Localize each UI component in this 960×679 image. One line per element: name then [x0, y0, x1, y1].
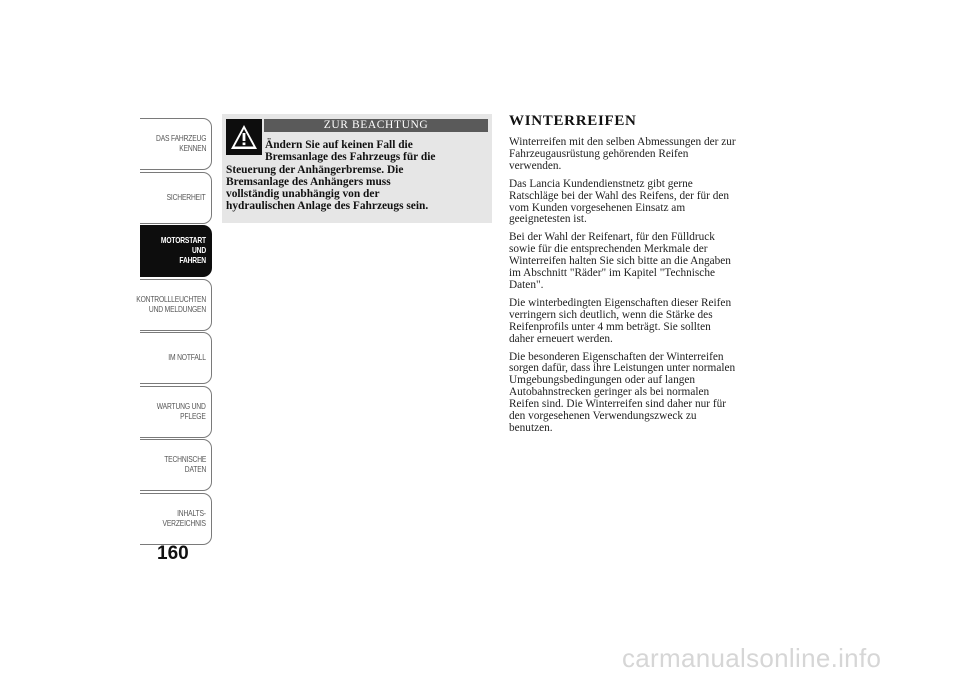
- chapter-tabs: [136, 118, 212, 546]
- text-line: Umgebungsbedingungen oder auf langen: [509, 374, 696, 387]
- warning-line: Steuerung der Anhängerbremse. Die: [226, 163, 404, 176]
- paragraph: [509, 179, 799, 227]
- tab-kontrollleuchten[interactable]: [136, 279, 212, 331]
- text-line: Das Lancia Kundendienstnetz gibt gerne: [509, 177, 693, 190]
- warning-header: ZUR BEACHTUNG: [264, 119, 488, 132]
- warning-line: Bremsanlage des Anhängers muss: [226, 175, 391, 188]
- warning-text: [222, 139, 490, 213]
- text-line: Winterreifen mit den selben Abmessungen der zur: [509, 136, 736, 148]
- paragraph: [509, 352, 799, 435]
- tab-motorstart-und-fahren[interactable]: [140, 225, 212, 277]
- tab-sicherheit[interactable]: [140, 172, 212, 224]
- warning-line: vollständig unabhängig von der: [226, 188, 380, 201]
- text-line: Autobahnstrecken geringer als bei normalen: [509, 386, 710, 399]
- tab-label: WARTUNG UND PFLEGE: [157, 401, 206, 421]
- tab-label: DAS FAHRZEUG KENNEN: [155, 134, 206, 153]
- text-line: geeignetesten ist.: [509, 213, 587, 226]
- text-line: Reifenprofils unter 4 mm beträgt. Sie sollten: [509, 320, 711, 333]
- tab-label: INHALTS- VERZEICHNIS: [162, 508, 206, 528]
- text-line: Fahrzeugausrüstung gehörenden Reifen: [509, 147, 689, 160]
- section-winterreifen: [509, 113, 799, 441]
- page-number: 160: [157, 543, 189, 564]
- tab-das-fahrzeug-kennen[interactable]: [140, 118, 212, 170]
- text-line: Reifen sind. Die Winterreifen sind daher nur für: [509, 398, 727, 411]
- tab-label: IM NOTFALL: [168, 353, 206, 362]
- text-line: Bei der Wahl der Reifenart, für den Fülldruck: [509, 231, 715, 244]
- text-line: den vorgesehenen Verwendungszweck zu: [509, 410, 697, 423]
- text-line: sorgen dafür, dass ihre Leistungen unter normalen: [509, 362, 736, 375]
- section-title: WINTERREIFEN: [509, 113, 637, 129]
- text-line: Daten".: [509, 278, 544, 291]
- tab-label: MOTORSTART UND FAHREN: [160, 236, 206, 265]
- text-line: verringern sich deutlich, wenn die Stärke des: [509, 308, 713, 321]
- paragraph: [509, 232, 799, 292]
- warning-line: Bremsanlage des Fahrzeugs für die: [265, 151, 436, 164]
- text-line: Winterreifen halten Sie sich bitte an die Angaben: [509, 255, 731, 268]
- text-line: sowie für die entsprechenden Merkmale der: [509, 243, 708, 256]
- text-line: im Abschnitt "Räder" im Kapitel "Technische: [509, 267, 715, 280]
- warning-box: [222, 114, 492, 223]
- tab-label: SICHERHEIT: [166, 192, 206, 202]
- paragraph: [509, 137, 799, 173]
- tab-label: TECHNISCHE DATEN: [163, 455, 206, 474]
- text-line: Ratschläge bei der Wahl des Reifens, der für den: [509, 189, 730, 202]
- text-line: benutzen.: [509, 421, 553, 434]
- tab-inhaltsverzeichnis[interactable]: [140, 493, 212, 545]
- warning-line: hydraulischen Anlage des Fahrzeugs sein.: [226, 200, 429, 213]
- tab-technische-daten[interactable]: [140, 439, 212, 491]
- text-line: vom Kunden vorgesehenen Einsatz am: [509, 201, 686, 214]
- text-line: Die besonderen Eigenschaften der Winterreifen: [509, 350, 724, 363]
- text-line: verwenden.: [509, 159, 562, 172]
- warning-line: Ändern Sie auf keinen Fall die: [265, 139, 413, 151]
- text-line: Die winterbedingten Eigenschaften dieser Reifen: [509, 296, 732, 309]
- tab-wartung-und-pflege[interactable]: [140, 386, 212, 438]
- tab-im-notfall[interactable]: [140, 332, 212, 384]
- tab-label: KONTROLLLEUCHTEN UND MELDUNGEN: [136, 294, 206, 314]
- paragraph: [509, 298, 799, 346]
- watermark: carmanualsonline.info: [622, 643, 882, 673]
- text-line: daher erneuert werden.: [509, 332, 613, 345]
